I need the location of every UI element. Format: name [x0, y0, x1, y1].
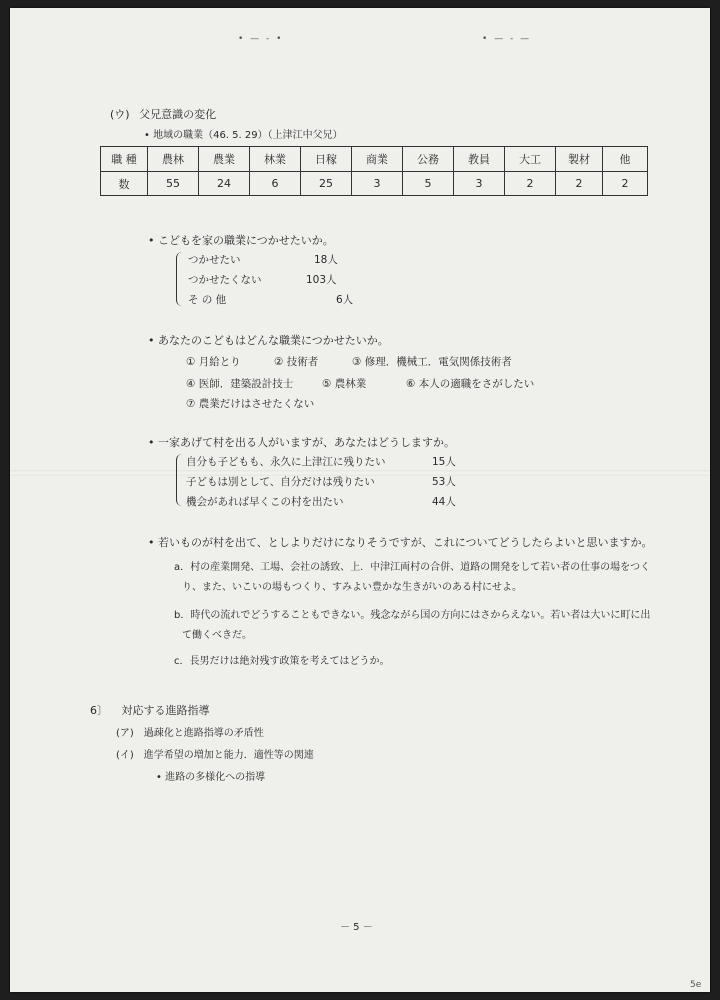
answer-label: つかせたい: [188, 254, 241, 266]
q1-question: • こどもを家の職業につかせたいか。: [148, 234, 334, 247]
section6-bullet: • 進路の多様化への指導: [156, 772, 266, 783]
q1-answer: [188, 272, 337, 287]
answer-value: 53人: [432, 476, 456, 488]
q4-answer-c: c．長男だけは絶対残す政策を考えてはどうか。: [174, 656, 390, 667]
header-mark-left: • — - •: [238, 34, 284, 44]
answer-label: 自分も子どもも、永久に上津江に残りたい: [186, 456, 386, 468]
occupation-caption: • 地域の職業（46. 5. 29）（上津江中父兄）: [144, 130, 343, 141]
section6-title: 対応する進路指導: [121, 704, 210, 717]
q2-option: ④ 医師．建築設計技士: [186, 378, 294, 390]
answer-value: 6人: [336, 294, 354, 306]
table-header-cell: 日稼: [301, 147, 352, 172]
section6-item-a: (ア) 過疎化と進路指導の矛盾性: [116, 728, 264, 739]
table-header-cell: 林業: [250, 147, 301, 172]
table-value-row: [101, 172, 648, 196]
table-cell: 55: [148, 172, 199, 196]
answer-value: 103人: [306, 274, 337, 286]
occupation-table: [100, 146, 648, 196]
q3-question: • 一家あげて村を出る人がいますが、あなたはどうしますか。: [148, 436, 455, 449]
table-cell: 3: [454, 172, 505, 196]
table-header-cell: 大工: [505, 147, 556, 172]
q2-option: ② 技術者: [274, 356, 319, 368]
table-cell: 2: [556, 172, 603, 196]
table-row-label: 職 種: [101, 147, 148, 172]
q4-answer-a-line1: a．村の産業開発、工場、会社の誘致、上．中津江両村の合併、道路の開発をして若い者の仕事の場をつく: [174, 562, 651, 573]
answer-value: 15人: [432, 456, 456, 468]
answer-value: 44人: [432, 496, 456, 508]
q4-answer-b-line1: b．時代の流れでどうすることもできない。残念ながら国の方向にはさからえない。若い者は大いに町に出: [174, 610, 651, 621]
header-mark-right: • — - —: [482, 34, 532, 44]
table-header-cell: 農業: [199, 147, 250, 172]
table-cell: 3: [352, 172, 403, 196]
section-u-title: 父兄意識の変化: [139, 108, 217, 121]
q2-question: • あなたのこどもはどんな職業につかせたいか。: [148, 334, 389, 347]
section6-marker: 6〕: [90, 704, 108, 717]
table-cell: 25: [301, 172, 352, 196]
q4-answer-b-line2: て働くべきだ。: [182, 630, 252, 641]
table-header-cell: 商業: [352, 147, 403, 172]
table-header-cell: 教員: [454, 147, 505, 172]
q2-option: ⑦ 農業だけはさせたくない: [186, 398, 315, 410]
q2-option: ③ 修理．機械工．電気関係技術者: [352, 356, 512, 368]
q4-question: • 若いものが村を出て、としよりだけになりそうですが、これについてどうしたらよいと思いますか。: [148, 536, 653, 549]
answer-value: 18人: [314, 254, 338, 266]
answer-label: 機会があれば早くこの村を出たい: [186, 496, 344, 508]
q3-answer: [186, 454, 456, 469]
q1-answer: [188, 292, 354, 307]
table-header-cell: 公務: [403, 147, 454, 172]
section6-item-i: (イ) 進学希望の増加と能力．適性等の関連: [116, 750, 314, 761]
page-number: － 5 －: [340, 922, 373, 933]
answer-label: 子どもは別として、自分だけは残りたい: [186, 476, 375, 488]
table-row-label: 数: [101, 172, 148, 196]
q4-answer-a-line2: り、また、いこいの場もつくり、すみよい豊かな生きがいのある村にせよ。: [182, 582, 522, 593]
table-header-cell: 農林: [148, 147, 199, 172]
document-page: [10, 8, 710, 992]
q3-answer: [186, 474, 456, 489]
q3-answer: [186, 494, 456, 509]
table-cell: 24: [199, 172, 250, 196]
answer-label: つかせたくない: [188, 274, 262, 286]
q2-option: ① 月給とり: [186, 356, 241, 368]
table-cell: 2: [505, 172, 556, 196]
section-u-marker: (ウ): [110, 108, 130, 121]
table-cell: 2: [603, 172, 648, 196]
table-cell: 5: [403, 172, 454, 196]
answer-label: そ の 他: [188, 294, 227, 306]
section6-heading: [90, 702, 210, 718]
q1-brace: [176, 252, 182, 306]
table-header-row: [101, 147, 648, 172]
q1-answer: [188, 252, 338, 267]
section-u-heading: [110, 106, 216, 122]
q3-brace: [176, 454, 182, 506]
table-header-cell: 製材: [556, 147, 603, 172]
q2-option: ⑥ 本人の適職をさがしたい: [406, 378, 535, 390]
corner-mark: 5e: [690, 980, 702, 990]
table-header-cell: 他: [603, 147, 648, 172]
table-cell: 6: [250, 172, 301, 196]
q2-option: ⑤ 農林業: [322, 378, 367, 390]
